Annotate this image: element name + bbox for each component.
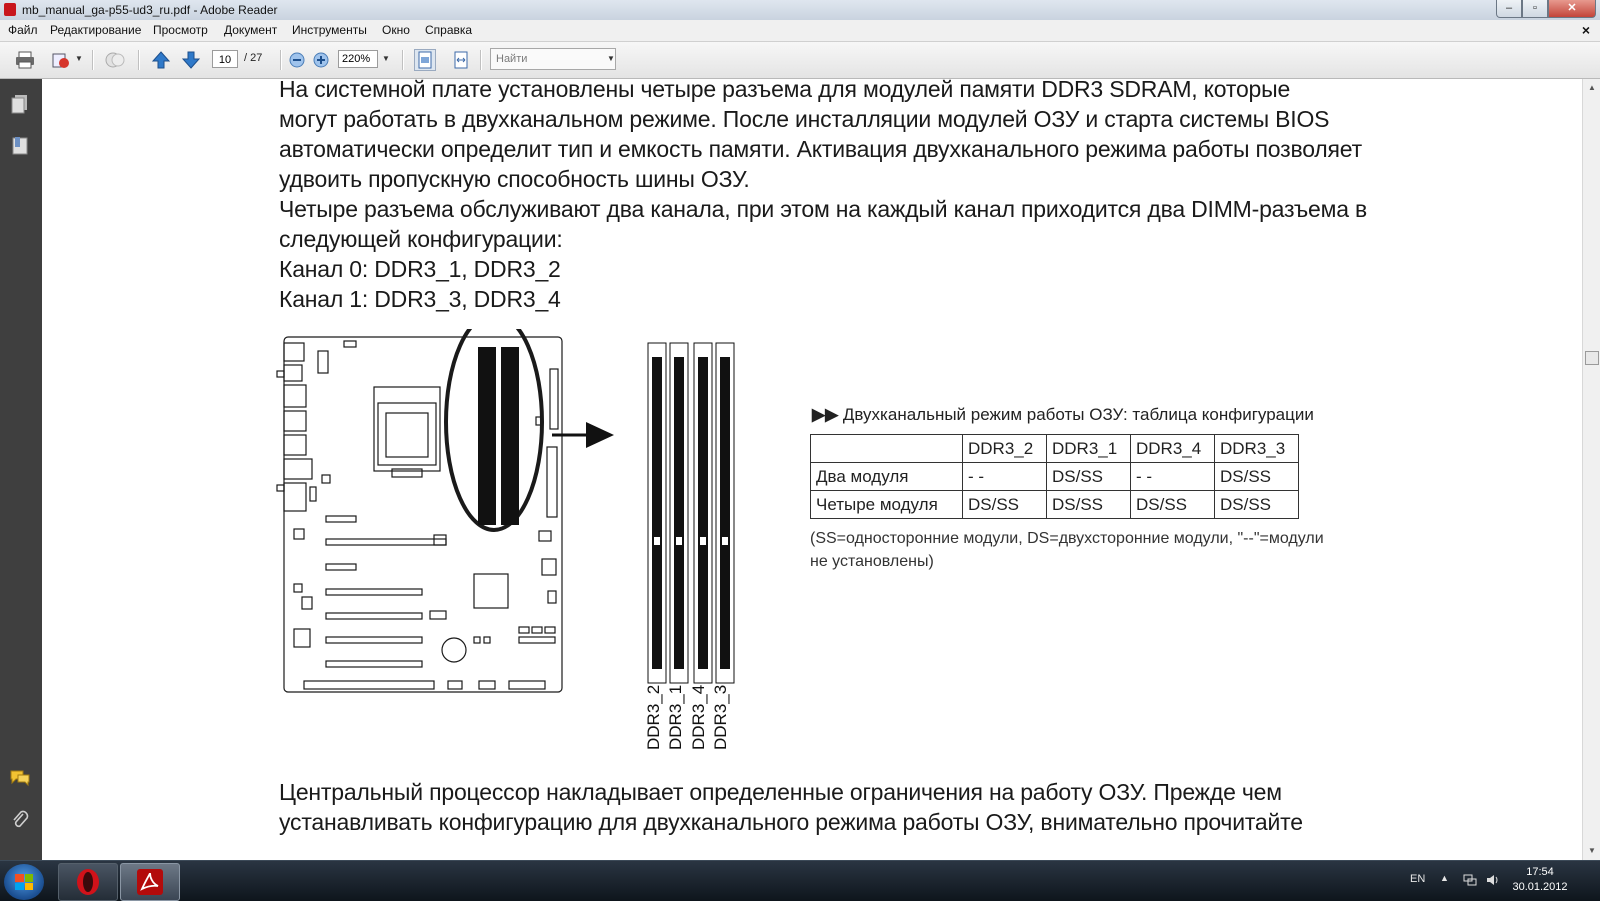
clock-time: 17:54: [1526, 866, 1554, 878]
taskbar-opera-button[interactable]: [58, 863, 118, 901]
menu-bar: [0, 20, 1600, 42]
menu-edit[interactable]: Редактирование: [50, 23, 142, 37]
taskbar: [0, 860, 1600, 901]
table-row: [811, 491, 1299, 519]
pages-panel-icon[interactable]: [9, 93, 31, 115]
zoom-out-icon[interactable]: [286, 49, 308, 71]
table-cell: DS/SS: [1047, 491, 1131, 519]
table-header-cell: DDR3_1: [1047, 435, 1131, 463]
doc-text-line: Центральный процессор накладывает определенные ограничения на работу ОЗУ. Прежде чем: [279, 779, 1282, 805]
table-header-cell: [811, 435, 963, 463]
doc-text-line: устанавливать конфигурацию для двухканального режима работы ОЗУ, внимательно прочитайте: [279, 809, 1303, 835]
scrollbar-thumb[interactable]: [1585, 351, 1599, 365]
start-button[interactable]: [4, 864, 44, 900]
previous-page-icon[interactable]: [150, 49, 172, 71]
minimize-button[interactable]: –: [1496, 0, 1522, 18]
page-total: / 27: [244, 52, 263, 64]
menu-file[interactable]: Файл: [8, 23, 38, 37]
taskbar-adobe-reader-button[interactable]: [120, 863, 180, 901]
language-indicator[interactable]: EN: [1410, 873, 1426, 885]
doc-text-line: На системной плате установлены четыре разъема для модулей памяти DDR3 SDRAM, которые: [279, 79, 1291, 102]
clock-date: 30.01.2012: [1512, 881, 1568, 893]
slot-label-ddr3-2: DDR3_2: [644, 684, 663, 750]
table-cell: DS/SS: [1215, 491, 1299, 519]
document-view[interactable]: [42, 79, 1582, 860]
table-cell: DS/SS: [1215, 463, 1299, 491]
system-clock[interactable]: [1500, 865, 1580, 895]
menu-tools[interactable]: Инструменты: [292, 23, 367, 37]
attachments-panel-icon[interactable]: [9, 809, 31, 831]
find-dropdown-icon[interactable]: ▼: [607, 54, 615, 63]
menu-window[interactable]: Окно: [382, 23, 410, 37]
table-header-cell: DDR3_4: [1131, 435, 1215, 463]
comments-panel-icon[interactable]: [9, 767, 31, 789]
table-cell: Два модуля: [811, 463, 963, 491]
table-header-cell: DDR3_3: [1215, 435, 1299, 463]
menu-help[interactable]: Справка: [425, 23, 473, 37]
windows-logo-icon: [15, 874, 33, 890]
menu-document[interactable]: Документ: [224, 23, 278, 37]
scroll-up-icon[interactable]: ▲: [1588, 83, 1596, 92]
doc-text-line: следующей конфигурации:: [279, 226, 563, 252]
table-cell: Четыре модуля: [811, 491, 963, 519]
adobe-reader-icon: [136, 868, 164, 896]
network-icon[interactable]: [1463, 873, 1477, 890]
fit-width-icon[interactable]: [450, 49, 472, 71]
zoom-level-input[interactable]: 220%: [338, 50, 378, 68]
table-cell: DS/SS: [1131, 491, 1215, 519]
dimm-slots-diagram: [642, 341, 736, 686]
menu-view[interactable]: Просмотр: [153, 23, 208, 37]
find-input[interactable]: Найти: [490, 48, 616, 70]
doc-text-line: Канал 1: DDR3_3, DDR3_4: [279, 286, 561, 312]
doc-text-line: удвоить пропускную способность шины ОЗУ.: [279, 166, 750, 192]
double-arrow-icon: ▶▶: [812, 405, 839, 424]
document-close-button[interactable]: ×: [1581, 22, 1590, 38]
toolbar: [0, 42, 1600, 79]
scroll-down-icon[interactable]: ▼: [1588, 846, 1596, 855]
title-bar: [0, 0, 1600, 21]
share-dropdown-icon[interactable]: ▼: [75, 54, 83, 63]
maximize-button[interactable]: ▫: [1522, 0, 1548, 18]
navigation-panel: [0, 79, 42, 860]
fit-page-icon[interactable]: [414, 49, 436, 71]
bookmarks-panel-icon[interactable]: [9, 135, 31, 157]
close-button[interactable]: ✕: [1548, 0, 1596, 18]
table-title: ▶▶ Двухканальный режим работы ОЗУ: таблица конфигурации: [812, 405, 1314, 424]
table-header-row: [811, 435, 1299, 463]
zoom-in-icon[interactable]: [310, 49, 332, 71]
share-icon[interactable]: [50, 49, 72, 71]
slot-label-ddr3-3: DDR3_3: [711, 684, 730, 750]
zoom-dropdown-icon[interactable]: ▼: [382, 54, 390, 63]
table-note: (SS=односторонние модули, DS=двухсторонние модули, "--"=модули не установлены): [810, 530, 1324, 570]
volume-icon[interactable]: [1486, 873, 1500, 890]
slot-label-ddr3-1: DDR3_1: [666, 684, 685, 750]
next-page-icon[interactable]: [180, 49, 202, 71]
slot-label-ddr3-4: DDR3_4: [689, 684, 708, 750]
doc-text-line: автоматически определит тип и емкость памяти. Активация двухканального режима работы позволяет: [279, 136, 1362, 162]
table-cell: - -: [963, 463, 1047, 491]
table-cell: - -: [1131, 463, 1215, 491]
table-header-cell: DDR3_2: [963, 435, 1047, 463]
doc-text-line: Четыре разъема обслуживают два канала, при этом на каждый канал приходится два DIMM-разъема в: [279, 196, 1368, 222]
window-title: mb_manual_ga-p55-ud3_ru.pdf - Adobe Reader: [22, 3, 278, 17]
collaborate-icon[interactable]: [104, 49, 126, 71]
adobe-reader-icon: [4, 3, 16, 16]
doc-text-line: Канал 0: DDR3_1, DDR3_2: [279, 256, 561, 282]
print-icon[interactable]: [14, 49, 36, 71]
motherboard-diagram: [274, 329, 634, 704]
page-number-input[interactable]: 10: [212, 50, 238, 68]
memory-config-table: [810, 434, 1299, 519]
doc-text-line: могут работать в двухканальном режиме. После инсталляции модулей ОЗУ и старта системы BIOS: [279, 106, 1330, 132]
opera-icon: [75, 867, 101, 897]
vertical-scrollbar[interactable]: [1582, 79, 1600, 860]
show-hidden-icons-icon[interactable]: ▲: [1440, 873, 1449, 883]
table-cell: DS/SS: [963, 491, 1047, 519]
table-cell: DS/SS: [1047, 463, 1131, 491]
table-row: [811, 463, 1299, 491]
